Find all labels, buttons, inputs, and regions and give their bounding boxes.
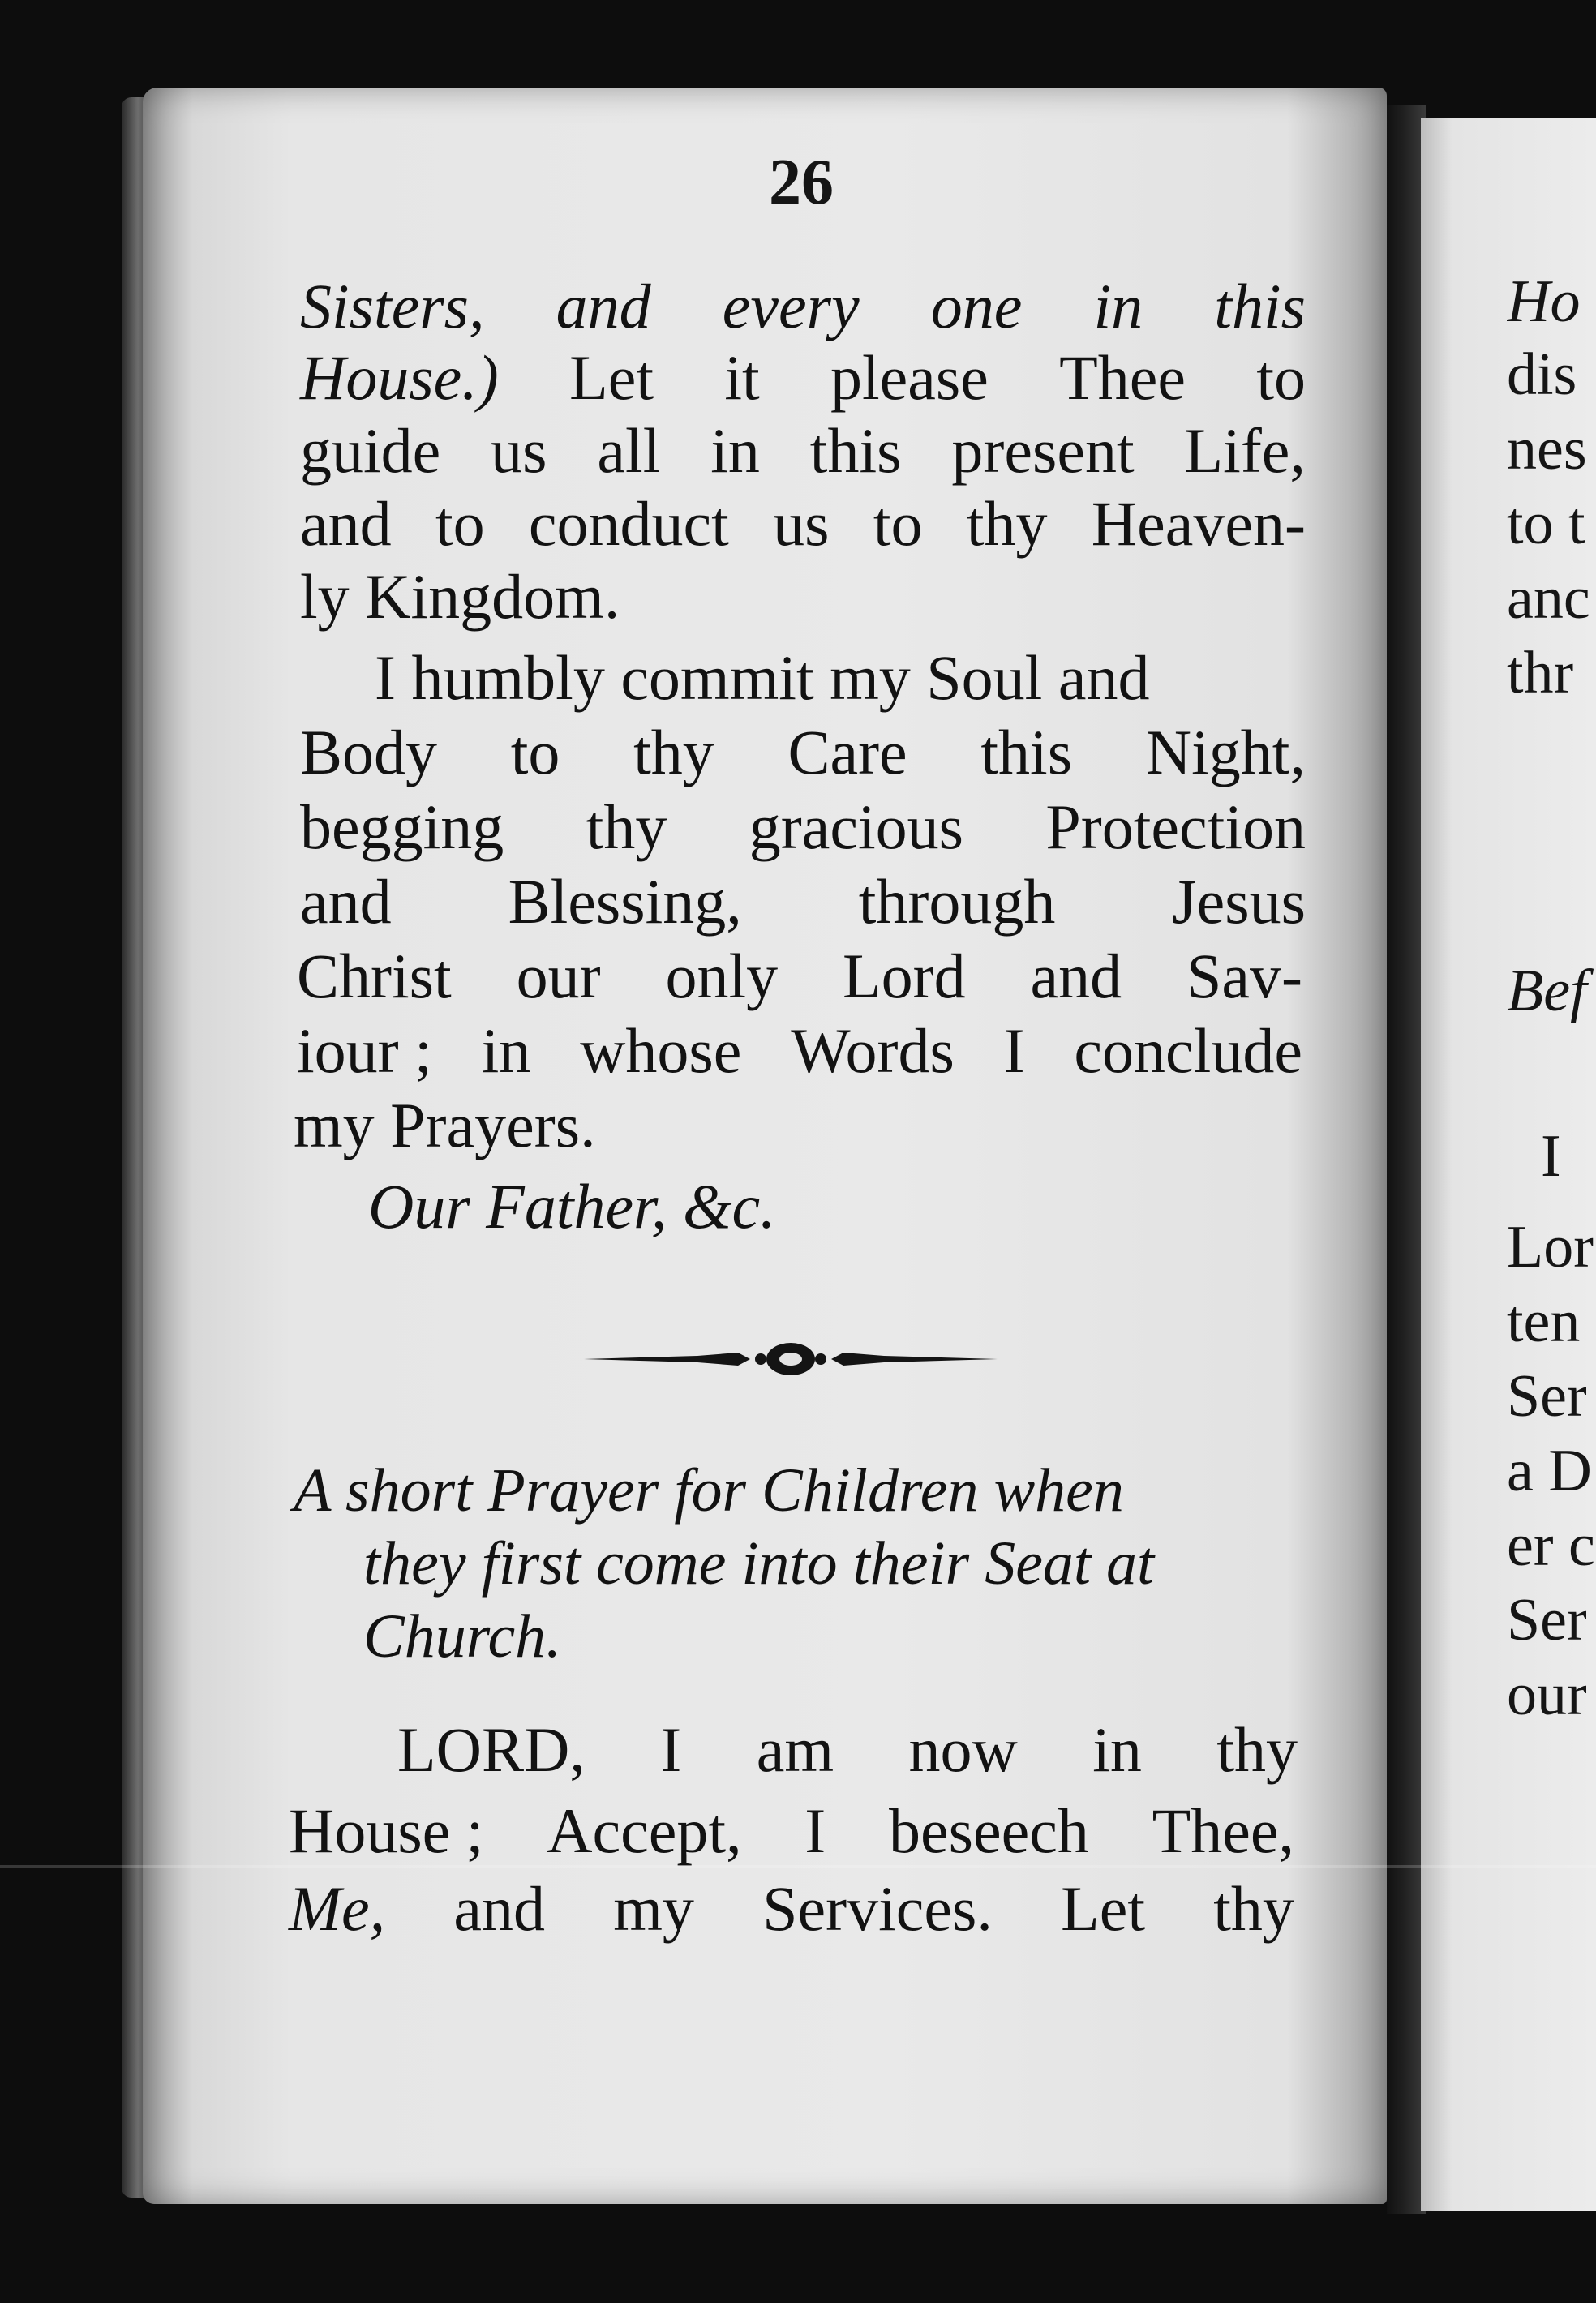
p2-line-1: I humbly commit my Soul and bbox=[375, 642, 1150, 713]
right-page-fragment: a D bbox=[1507, 1438, 1592, 1504]
right-page-fragment: er c bbox=[1507, 1512, 1595, 1579]
right-page-fragment: I bbox=[1541, 1123, 1561, 1190]
right-page-fragment: Lor bbox=[1507, 1214, 1594, 1280]
right-page-fragment: anc bbox=[1507, 565, 1590, 632]
p3-line-1: LORD, I am now in thy bbox=[397, 1714, 1298, 1785]
p1-line-5: ly Kingdom. bbox=[300, 561, 620, 632]
right-page-fragment: our bbox=[1507, 1662, 1587, 1728]
right-page-fragment: nes bbox=[1507, 416, 1587, 482]
p2-line-6: iour ; in whose Words I conclude bbox=[297, 1015, 1302, 1086]
ornamental-rule-divider bbox=[584, 1335, 998, 1383]
section-heading-line-1: A short Prayer for Children when bbox=[294, 1456, 1124, 1525]
section-heading-line-3: Church. bbox=[363, 1602, 562, 1670]
p2-line-7: my Prayers. bbox=[294, 1090, 596, 1160]
right-page-fragment: ten bbox=[1507, 1289, 1581, 1355]
section-heading-line-2: they first come into their Seat at bbox=[363, 1529, 1155, 1598]
p3-line-3: Me, and my Services. Let thy bbox=[289, 1873, 1294, 1944]
p1-line-4: and to conduct us to thy Heaven- bbox=[300, 488, 1306, 559]
p1-line-1: Sisters, and every one in this bbox=[300, 271, 1306, 341]
p1-line-3: guide us all in this present Life, bbox=[300, 415, 1306, 486]
right-page-fragment: Bef bbox=[1507, 958, 1587, 1024]
p3-line-2: House ; Accept, I beseech Thee, bbox=[289, 1795, 1294, 1866]
closing-line: Our Father, &c. bbox=[368, 1171, 776, 1242]
right-page-fragment: Ho bbox=[1507, 268, 1581, 335]
page-number: 26 bbox=[769, 147, 834, 218]
p2-line-4: and Blessing, through Jesus bbox=[300, 866, 1306, 937]
right-page-fragment: Ser bbox=[1507, 1363, 1587, 1430]
p1-line-2: House.) Let it please Thee to bbox=[300, 342, 1306, 413]
scan-artifact-line bbox=[0, 1865, 1596, 1868]
p2-line-2: Body to thy Care this Night, bbox=[300, 717, 1306, 787]
p2-line-5: Christ our only Lord and Sav- bbox=[297, 941, 1302, 1011]
p2-line-3: begging thy gracious Protection bbox=[300, 791, 1306, 862]
right-page-fragment: Ser bbox=[1507, 1587, 1587, 1653]
book-gutter bbox=[1387, 105, 1426, 2214]
right-page-fragment: thr bbox=[1507, 640, 1574, 706]
right-page-fragment: to t bbox=[1507, 491, 1585, 557]
right-page-fragment: dis bbox=[1507, 341, 1577, 408]
